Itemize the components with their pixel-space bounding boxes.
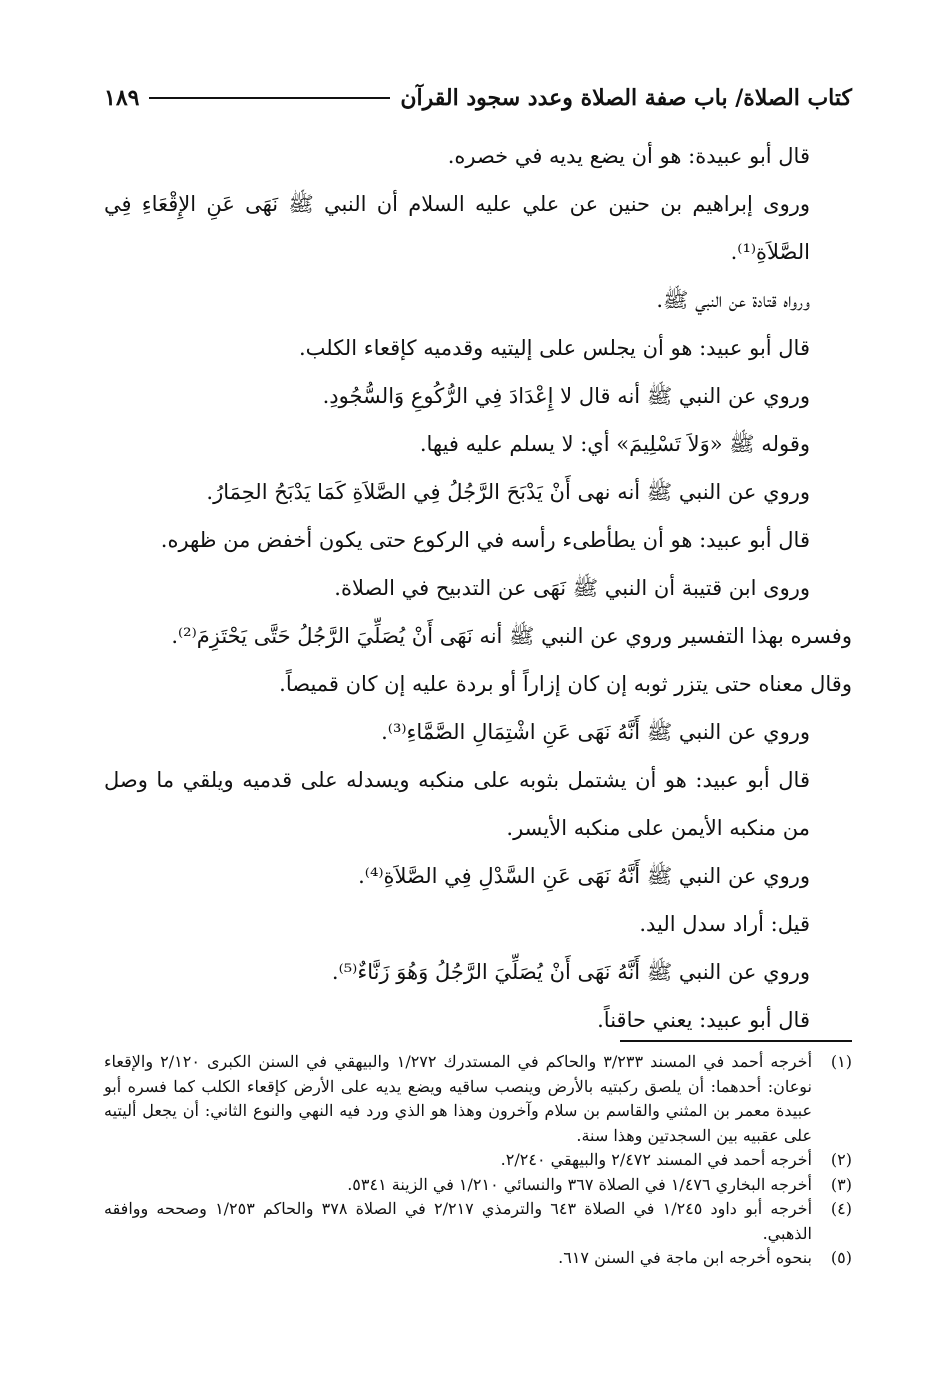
footnote: [104, 1148, 852, 1173]
footnote: [104, 1050, 852, 1148]
paragraph: وقوله ﷺ «وَلاَ تَسْلِيمَ» أي: لا يسلم عليه فيها.: [419, 432, 810, 456]
footnote-text: أخرجه أحمد في المسند ٣/٢٣٣ والحاكم في المستدرك ١/٢٧٢ والبيهقي في السنن الكبرى ٢/١٢٠ والإقعاء نوعان: أحدهما: أن يلصق ركبتيه بالأرض وينصب ساقيه ويضع يديه على الأرض كإقعاء الكلب كما فسره أبو عبيدة معمر بن المثني والقاسم بن سلام وآخرون وهذا هو الذي ورد فيه النهي والنوع الثاني: أن يجعل أليتيه على عقبيه بين السجدتين وهذا سنة.: [104, 1052, 813, 1145]
paragraph: وروي عن النبي ﷺ أَنَّهُ نَهَى عَنِ اشْتِمَالِ الصَّمَّاءِ⁽³⁾.: [381, 720, 810, 744]
paragraph: قيل: أراد سدل اليد.: [639, 912, 810, 936]
footnote-number: (٥): [830, 1248, 852, 1267]
running-title: كتاب الصلاة/ باب صفة الصلاة وعدد سجود القرآن: [400, 85, 852, 111]
footnote-text: بنحوه أخرجه ابن ماجة في السنن ٦١٧.: [558, 1248, 812, 1267]
paragraph: قال أبو عبيد: هو أن يشتمل بثوبه على منكبه ويسدله على قدميه ويلقي ما وصل من منكبه الأيمن على منكبه الأيسر.: [104, 768, 810, 840]
paragraph: وروى إبراهيم بن حنين عن علي عليه السلام أن النبي ﷺ نَهَى عَنِ الإِقْعَاءِ فِي الصَّلاَةِ⁽¹⁾.: [104, 192, 810, 264]
paragraph: قال أبو عبيد: هو أن يطأطىء رأسه في الركوع حتى يكون أخفض من ظهره.: [160, 528, 810, 552]
paragraph: وقال معناه حتى يتزر ثوبه إن كان إزاراً أو بردة عليه إن كان قميصاً.: [279, 672, 852, 696]
footnote-separator: [620, 1040, 852, 1042]
footnote-number: (٣): [830, 1174, 852, 1194]
footnote: [104, 1197, 852, 1246]
main-text: [104, 132, 852, 1044]
paragraph: وفسره بهذا التفسير وروي عن النبي ﷺ أنه نَهَى أَنْ يُصَلِّيَ الرَّجُلُ حَتَّى يَحْتَزِمَ⁽²⁾.: [171, 624, 852, 648]
footnote-text: أخرجه أبو داود ١/٢٤٥ في الصلاة ٦٤٣ والترمذي ٢/٢١٧ في الصلاة ٣٧٨ والحاكم ١/٢٥٣ وصححه ووافقه الذهبي.: [104, 1199, 813, 1243]
footnote-number: (١): [830, 1052, 852, 1071]
paragraph: وروي عن النبي ﷺ أنه قال لا إِعْدَادَ فِي الرُّكُوعِ وَالسُّجُودِ.: [322, 384, 810, 408]
footnote: [104, 1246, 852, 1271]
paragraph: قال أبو عبيدة: هو أن يضع يديه في خصره.: [447, 144, 810, 168]
footnote-text: أخرجه أحمد في المسند ٢/٤٧٢ والبيهقي ٢/٢٤٠.: [500, 1150, 812, 1169]
paragraph: وروي عن النبي ﷺ أَنَّهُ نَهَى أَنْ يُصَلِّيَ الرَّجُلُ وَهُوَ زَنَّاءٌ⁽⁵⁾.: [331, 960, 810, 984]
paragraph: قال أبو عبيد: هو أن يجلس على إليتيه وقدميه كإقعاء الكلب.: [298, 336, 810, 360]
footnote-text: أخرجه البخاري ١/٤٧٦ في الصلاة ٣٦٧ والنسائي ١/٢١٠ في الزينة ٥٣٤١.: [347, 1174, 812, 1194]
footnotes: [104, 1050, 852, 1271]
paragraph: ورواه قتادة عن النبي ﷺ.: [656, 288, 810, 312]
footnote-number: (٤): [830, 1199, 852, 1218]
page-number: ١٨٩: [104, 85, 140, 111]
paragraph: قال أبو عبيد: يعني حاقناً.: [597, 1008, 810, 1032]
header-rule: [149, 97, 390, 99]
paragraph: وروي عن النبي ﷺ أَنَّهُ نَهَى عَنِ السَّدْلِ فِي الصَّلاَةِ⁽⁴⁾.: [358, 864, 810, 888]
paragraph: وروى ابن قتيبة أن النبي ﷺ نَهَى عن التدبيح في الصلاة.: [334, 576, 810, 600]
page-header: [104, 78, 852, 118]
footnote: [104, 1173, 852, 1198]
footnote-number: (٢): [830, 1150, 852, 1169]
paragraph: وروي عن النبي ﷺ أنه نهى أَنْ يَدْبَحَ الرَّجُلُ فِي الصَّلاَةِ كَمَا يَدْبَحُ الحِمَارُ.: [206, 480, 810, 504]
